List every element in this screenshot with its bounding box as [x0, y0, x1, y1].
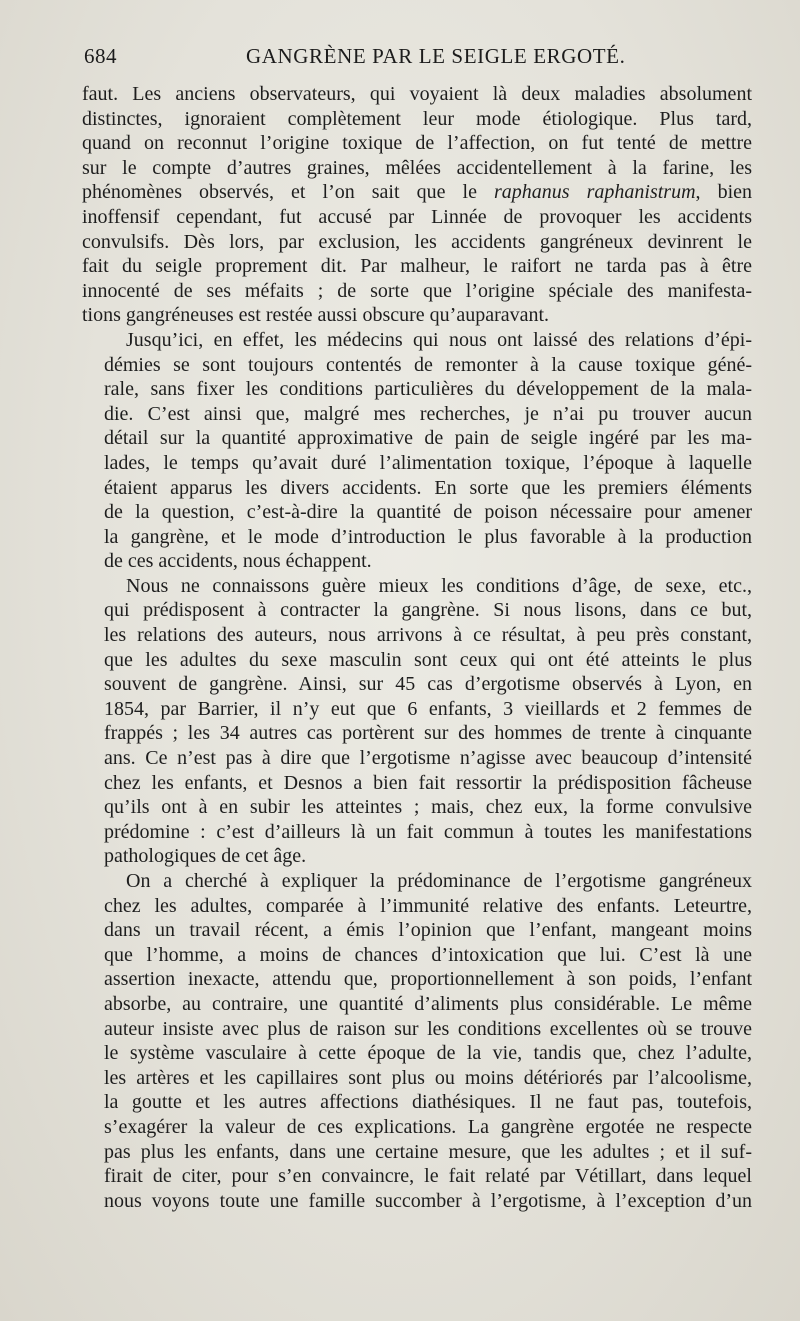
- running-head: GANGRÈNE PAR LE SEIGLE ERGOTÉ.: [246, 44, 626, 68]
- text-line: sur le compte d’autres graines, mêlées accidentellement à la farine, les: [82, 156, 752, 179]
- text-line: Jusqu’ici, en effet, les médecins qui nous ont laissé des relations d’épi-: [126, 328, 752, 351]
- text-line: de ces accidents, nous échappent.: [104, 550, 372, 573]
- text-line: die. C’est ainsi que, malgré mes recherches, je n’ai pu trouver aucun: [104, 402, 752, 425]
- text-line: de la question, c’est-à-dire la quantité de poison nécessaire pour amener: [104, 501, 752, 524]
- text-line: les relations des auteurs, nous arrivons à ce résultat, à peu près constant,: [104, 624, 752, 647]
- text-line: convulsifs. Dès lors, par exclusion, les accidents gangréneux devinrent le: [82, 230, 752, 253]
- text-line: dans un travail récent, a émis l’opinion que l’enfant, mangeant moins: [104, 919, 752, 942]
- text-line: 1854, par Barrier, il n’y eut que 6 enfants, 3 vieillards et 2 femmes de: [104, 697, 752, 720]
- page-header: [84, 44, 756, 74]
- text-line: quand on reconnut l’origine toxique de l’affection, on fut tenté de mettre: [82, 132, 752, 155]
- text-line: chez les enfants, et Desnos a bien fait ressortir la prédisposition fâcheuse: [104, 771, 752, 794]
- text-line: pathologiques de cet âge.: [104, 845, 307, 868]
- text-line: firait de citer, pour s’en convaincre, le fait relaté par Vétillart, dans lequel: [104, 1165, 752, 1188]
- text-line: la gangrène, et le mode d’introduction le plus favorable à la production: [104, 525, 752, 548]
- text-line: prédomine : c’est d’ailleurs là un fait commun à toutes les manifestations: [104, 820, 752, 843]
- text-line: distinctes, ignoraient complètement leur mode étiologique. Plus tard,: [82, 107, 752, 130]
- paragraph: [82, 328, 752, 574]
- paragraph: [82, 82, 752, 328]
- text-line: que l’homme, a moins de chances d’intoxication que lui. C’est là une: [104, 943, 752, 966]
- text-line: phénomènes observés, et l’on sait que le raphanus raphanistrum, bien: [82, 181, 753, 204]
- text-line: nous voyons toute une famille succomber à l’ergotisme, à l’exception d’un: [104, 1189, 752, 1212]
- text-line: inoffensif cependant, fut accusé par Linnée de provoquer les accidents: [82, 205, 752, 228]
- text-line: rale, sans fixer les conditions particulières du développement de la mala-: [104, 378, 752, 401]
- text-line: qui prédisposent à contracter la gangrène. Si nous lisons, dans ce but,: [104, 599, 752, 622]
- text-line: fait du seigle proprement dit. Par malheur, le raifort ne tarda pas à être: [82, 255, 752, 278]
- text-line: absorbe, au contraire, une quantité d’aliments plus considérable. Le même: [104, 992, 752, 1015]
- text-line: les artères et les capillaires sont plus ou moins détériorés par l’alcoolisme,: [104, 1066, 752, 1089]
- body-text: [82, 82, 752, 1213]
- text-line: chez les adultes, comparée à l’immunité relative des enfants. Leteurtre,: [104, 894, 752, 917]
- text-line: Nous ne connaissons guère mieux les conditions d’âge, de sexe, etc.,: [126, 574, 752, 597]
- paragraph: [82, 869, 752, 1213]
- text-line: qu’ils ont à en subir les atteintes ; mais, chez eux, la forme convulsive: [104, 796, 752, 819]
- text-line: étaient apparus les divers accidents. En sorte que les premiers éléments: [104, 476, 752, 499]
- text-line: auteur insiste avec plus de raison sur les conditions excellentes où se trouve: [104, 1017, 752, 1040]
- text-line: assertion inexacte, attendu que, proportionnellement à son poids, l’enfant: [104, 968, 752, 991]
- text-line: détail sur la quantité approximative de pain de seigle ingéré par les ma-: [104, 427, 752, 450]
- page-number: 684: [84, 44, 117, 68]
- text-line: souvent de gangrène. Ainsi, sur 45 cas d’ergotisme observés à Lyon, en: [104, 673, 752, 696]
- text-line: lades, le temps qu’avait duré l’alimentation toxique, l’époque à laquelle: [104, 451, 752, 474]
- text-line: frappés ; les 34 autres cas portèrent sur des hommes de trente à cinquante: [104, 722, 752, 745]
- text-line: pas plus les enfants, dans une certaine mesure, que les adultes ; et il suf-: [104, 1140, 752, 1163]
- text-line: que les adultes du sexe masculin sont ceux qui ont été atteints le plus: [104, 648, 752, 671]
- text-line: On a cherché à expliquer la prédominance de l’ergotisme gangréneux: [126, 870, 752, 892]
- text-line: faut. Les anciens observateurs, qui voyaient là deux maladies absolument: [82, 83, 752, 105]
- italic-term: raphanus raphanistrum: [494, 181, 696, 204]
- paragraph: [82, 574, 752, 869]
- text-line: le système vasculaire à cette époque de la vie, tandis que, chez l’adulte,: [104, 1042, 752, 1065]
- text-line: ans. Ce n’est pas à dire que l’ergotisme n’agisse avec beaucoup d’intensité: [104, 747, 752, 770]
- text-line: tions gangréneuses est restée aussi obscure qu’auparavant.: [82, 304, 550, 327]
- text-line: la goutte et les autres affections diathésiques. Il ne faut pas, toutefois,: [104, 1091, 752, 1114]
- text-line: innocenté de ses méfaits ; de sorte que l’origine spéciale des manifesta-: [82, 279, 752, 302]
- text-line: démies se sont toujours contentés de remonter à la cause toxique géné-: [104, 353, 752, 376]
- text-line: s’exagérer la valeur de ces explications. La gangrène ergotée ne respecte: [104, 1115, 752, 1138]
